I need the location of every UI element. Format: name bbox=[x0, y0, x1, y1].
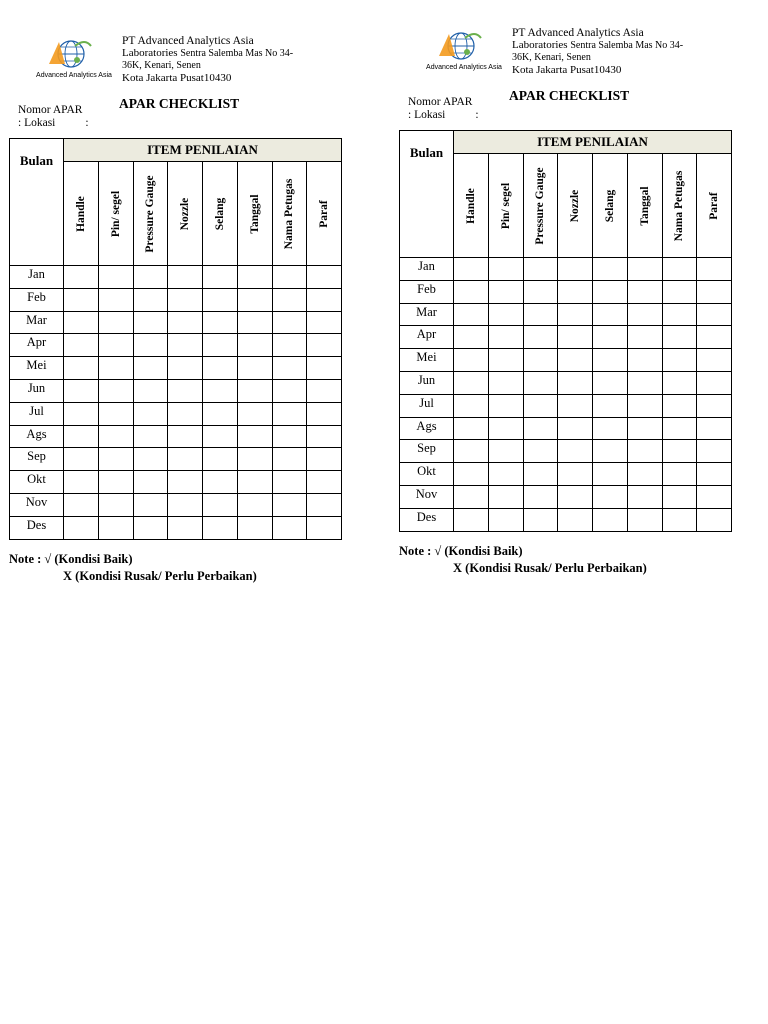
form-title: APAR CHECKLIST bbox=[119, 96, 240, 111]
checklist-card-right bbox=[399, 22, 734, 575]
checklist-cell[interactable] bbox=[133, 425, 168, 448]
logo-wordmark: Advanced Analytics Asia bbox=[36, 72, 112, 79]
checklist-cell[interactable] bbox=[627, 371, 662, 394]
checklist-cell[interactable] bbox=[523, 303, 558, 326]
checklist-cell[interactable] bbox=[133, 402, 168, 425]
month-label: Jun bbox=[400, 371, 454, 394]
checklist-cell[interactable] bbox=[488, 440, 523, 463]
month-label: Okt bbox=[10, 471, 64, 494]
column-header: Paraf bbox=[697, 154, 732, 258]
month-row bbox=[10, 379, 342, 402]
checklist-cell[interactable] bbox=[697, 508, 732, 531]
column-header: Nama Petugas bbox=[272, 162, 307, 266]
column-header: Nama Petugas bbox=[662, 154, 697, 258]
checklist-cell[interactable] bbox=[203, 266, 238, 289]
checklist-cell[interactable] bbox=[627, 508, 662, 531]
checklist-cell[interactable] bbox=[168, 288, 203, 311]
checklist-cell[interactable] bbox=[133, 493, 168, 516]
checklist-cell[interactable] bbox=[488, 417, 523, 440]
checklist-cell[interactable] bbox=[272, 402, 307, 425]
checklist-cell[interactable] bbox=[168, 311, 203, 334]
checklist-cell[interactable] bbox=[133, 288, 168, 311]
item-penilaian-header: ITEM PENILAIAN bbox=[64, 139, 342, 162]
checklist-cell[interactable] bbox=[237, 471, 272, 494]
checklist-cell[interactable] bbox=[168, 516, 203, 539]
checklist-cell[interactable] bbox=[168, 471, 203, 494]
month-row bbox=[400, 463, 732, 486]
form-title: APAR CHECKLIST bbox=[509, 88, 630, 103]
checklist-cell[interactable] bbox=[98, 425, 133, 448]
checklist-cell[interactable] bbox=[168, 448, 203, 471]
checklist-cell[interactable] bbox=[627, 303, 662, 326]
checklist-cell[interactable] bbox=[523, 463, 558, 486]
checklist-cell[interactable] bbox=[697, 394, 732, 417]
checklist-cell[interactable] bbox=[307, 516, 342, 539]
checklist-cell[interactable] bbox=[64, 334, 99, 357]
month-row bbox=[400, 508, 732, 531]
checklist-cell[interactable] bbox=[662, 349, 697, 372]
month-row bbox=[10, 288, 342, 311]
column-header: Handle bbox=[454, 154, 489, 258]
checklist-cell[interactable] bbox=[98, 266, 133, 289]
month-label: Des bbox=[10, 516, 64, 539]
column-header: Pin/ segel bbox=[98, 162, 133, 266]
item-penilaian-header: ITEM PENILAIAN bbox=[454, 131, 732, 154]
checklist-cell[interactable] bbox=[64, 471, 99, 494]
checklist-cell[interactable] bbox=[98, 516, 133, 539]
checklist-cell[interactable] bbox=[627, 394, 662, 417]
legend-note bbox=[9, 551, 257, 585]
legend-note bbox=[399, 543, 647, 577]
checklist-cell[interactable] bbox=[272, 357, 307, 380]
note-bad-condition: X (Kondisi Rusak/ Perlu Perbaikan) bbox=[63, 569, 257, 583]
checklist-cell[interactable] bbox=[627, 440, 662, 463]
checklist-cell[interactable] bbox=[558, 280, 593, 303]
company-logo bbox=[409, 26, 505, 72]
checklist-cell[interactable] bbox=[64, 402, 99, 425]
checklist-cell[interactable] bbox=[697, 440, 732, 463]
checklist-cell[interactable] bbox=[627, 463, 662, 486]
company-name: PT Advanced Analytics Asia bbox=[512, 27, 644, 39]
checklist-cell[interactable] bbox=[558, 417, 593, 440]
column-header: Pressure Gauge bbox=[133, 162, 168, 266]
checklist-cell[interactable] bbox=[488, 349, 523, 372]
month-label: Mei bbox=[10, 357, 64, 380]
month-label: Nov bbox=[10, 493, 64, 516]
month-label: Mar bbox=[400, 303, 454, 326]
nomor-apar-label: Nomor APAR bbox=[408, 96, 473, 108]
checklist-cell[interactable] bbox=[697, 280, 732, 303]
checklist-cell[interactable] bbox=[627, 258, 662, 281]
month-row bbox=[400, 440, 732, 463]
checklist-cell[interactable] bbox=[697, 258, 732, 281]
bulan-header: Bulan bbox=[10, 139, 64, 266]
column-header: Nozzle bbox=[558, 154, 593, 258]
checklist-cell[interactable] bbox=[488, 463, 523, 486]
checklist-cell[interactable] bbox=[98, 471, 133, 494]
checklist-cell[interactable] bbox=[454, 394, 489, 417]
checklist-cell[interactable] bbox=[272, 266, 307, 289]
checklist-cell[interactable] bbox=[203, 448, 238, 471]
month-label: Ags bbox=[400, 417, 454, 440]
checklist-cell[interactable] bbox=[488, 485, 523, 508]
checklist-cell[interactable] bbox=[558, 303, 593, 326]
checklist-cell[interactable] bbox=[662, 371, 697, 394]
checklist-cell[interactable] bbox=[558, 349, 593, 372]
column-header: Pressure Gauge bbox=[523, 154, 558, 258]
company-address-line3: Kota Jakarta Pusat10430 bbox=[512, 64, 622, 76]
month-row bbox=[10, 357, 342, 380]
checklist-cell[interactable] bbox=[237, 357, 272, 380]
checklist-cell[interactable] bbox=[697, 485, 732, 508]
checklist-cell[interactable] bbox=[662, 417, 697, 440]
checklist-cell[interactable] bbox=[454, 508, 489, 531]
month-row bbox=[400, 349, 732, 372]
checklist-cell[interactable] bbox=[237, 311, 272, 334]
company-address-line1: Laboratories Sentra Salemba Mas No 34- bbox=[122, 47, 294, 59]
checklist-cell[interactable] bbox=[454, 417, 489, 440]
checklist-cell[interactable] bbox=[203, 357, 238, 380]
checklist-cell[interactable] bbox=[237, 379, 272, 402]
checklist-cell[interactable] bbox=[203, 379, 238, 402]
company-info bbox=[122, 35, 293, 84]
checklist-cell[interactable] bbox=[133, 311, 168, 334]
column-header: Tanggal bbox=[627, 154, 662, 258]
checklist-cell[interactable] bbox=[272, 334, 307, 357]
checklist-cell[interactable] bbox=[454, 280, 489, 303]
checklist-cell[interactable] bbox=[307, 379, 342, 402]
checklist-cell[interactable] bbox=[237, 402, 272, 425]
nomor-apar-label: Nomor APAR bbox=[18, 104, 83, 116]
lokasi-label: : Lokasi : bbox=[18, 117, 89, 129]
checklist-cell[interactable] bbox=[523, 508, 558, 531]
checklist-cell[interactable] bbox=[307, 493, 342, 516]
column-header: Paraf bbox=[307, 162, 342, 266]
month-label: Jul bbox=[400, 394, 454, 417]
checklist-cell[interactable] bbox=[64, 425, 99, 448]
month-row bbox=[10, 493, 342, 516]
checklist-cell[interactable] bbox=[488, 326, 523, 349]
logo-wordmark: Advanced Analytics Asia bbox=[426, 64, 502, 71]
checklist-cell[interactable] bbox=[237, 288, 272, 311]
checklist-cell[interactable] bbox=[307, 357, 342, 380]
checklist-cell[interactable] bbox=[627, 326, 662, 349]
checklist-cell[interactable] bbox=[662, 303, 697, 326]
checklist-cell[interactable] bbox=[697, 326, 732, 349]
checklist-cell[interactable] bbox=[98, 493, 133, 516]
checklist-cell[interactable] bbox=[454, 485, 489, 508]
checklist-cell[interactable] bbox=[697, 417, 732, 440]
company-info bbox=[512, 27, 683, 76]
month-row bbox=[400, 303, 732, 326]
checklist-cell[interactable] bbox=[627, 280, 662, 303]
month-row bbox=[10, 448, 342, 471]
checklist-cell[interactable] bbox=[558, 371, 593, 394]
checklist-cell[interactable] bbox=[488, 508, 523, 531]
checklist-cell[interactable] bbox=[98, 311, 133, 334]
month-row bbox=[400, 417, 732, 440]
card-header bbox=[9, 30, 344, 100]
column-header: Handle bbox=[64, 162, 99, 266]
checklist-cell[interactable] bbox=[488, 371, 523, 394]
checklist-cell[interactable] bbox=[523, 394, 558, 417]
month-label: Jun bbox=[10, 379, 64, 402]
checklist-cell[interactable] bbox=[454, 440, 489, 463]
checklist-cell[interactable] bbox=[558, 508, 593, 531]
checklist-cell[interactable] bbox=[662, 463, 697, 486]
checklist-cell[interactable] bbox=[627, 417, 662, 440]
company-address-line2: 36K, Kenari, Senen bbox=[122, 60, 201, 71]
checklist-cell[interactable] bbox=[523, 280, 558, 303]
note-good-condition: Note : √ (Kondisi Baik) bbox=[9, 552, 133, 566]
checklist-cell[interactable] bbox=[307, 311, 342, 334]
checklist-card-left bbox=[9, 30, 344, 583]
checklist-cell[interactable] bbox=[627, 349, 662, 372]
month-row bbox=[400, 258, 732, 281]
checklist-cell[interactable] bbox=[523, 371, 558, 394]
checklist-cell[interactable] bbox=[237, 516, 272, 539]
checklist-cell[interactable] bbox=[558, 394, 593, 417]
month-label: Mei bbox=[400, 349, 454, 372]
checklist-cell[interactable] bbox=[64, 288, 99, 311]
checklist-cell[interactable] bbox=[662, 394, 697, 417]
month-label: Apr bbox=[10, 334, 64, 357]
checklist-cell[interactable] bbox=[272, 425, 307, 448]
checklist-cell[interactable] bbox=[697, 463, 732, 486]
checklist-cell[interactable] bbox=[307, 448, 342, 471]
checklist-cell[interactable] bbox=[307, 425, 342, 448]
checklist-cell[interactable] bbox=[558, 440, 593, 463]
month-label: Sep bbox=[400, 440, 454, 463]
month-row bbox=[400, 326, 732, 349]
checklist-cell[interactable] bbox=[697, 303, 732, 326]
checklist-cell[interactable] bbox=[64, 448, 99, 471]
checklist-cell[interactable] bbox=[203, 311, 238, 334]
month-row bbox=[10, 334, 342, 357]
company-address-line2: 36K, Kenari, Senen bbox=[512, 52, 591, 63]
checklist-cell[interactable] bbox=[523, 349, 558, 372]
checklist-cell[interactable] bbox=[454, 371, 489, 394]
checklist-cell[interactable] bbox=[64, 516, 99, 539]
checklist-cell[interactable] bbox=[593, 280, 628, 303]
month-row bbox=[10, 266, 342, 289]
checklist-cell[interactable] bbox=[488, 280, 523, 303]
checklist-table bbox=[9, 138, 342, 540]
checklist-cell[interactable] bbox=[697, 371, 732, 394]
checklist-cell[interactable] bbox=[307, 334, 342, 357]
checklist-cell[interactable] bbox=[168, 266, 203, 289]
checklist-cell[interactable] bbox=[64, 357, 99, 380]
lokasi-label: : Lokasi : bbox=[408, 109, 479, 121]
checklist-cell[interactable] bbox=[133, 379, 168, 402]
checklist-cell[interactable] bbox=[133, 266, 168, 289]
month-row bbox=[400, 371, 732, 394]
month-label: Sep bbox=[10, 448, 64, 471]
month-label: Apr bbox=[400, 326, 454, 349]
month-row bbox=[10, 311, 342, 334]
checklist-cell[interactable] bbox=[523, 417, 558, 440]
month-label: Mar bbox=[10, 311, 64, 334]
checklist-cell[interactable] bbox=[203, 471, 238, 494]
company-logo bbox=[19, 34, 115, 80]
month-label: Feb bbox=[10, 288, 64, 311]
checklist-cell[interactable] bbox=[98, 288, 133, 311]
checklist-cell[interactable] bbox=[237, 425, 272, 448]
checklist-cell[interactable] bbox=[168, 493, 203, 516]
checklist-cell[interactable] bbox=[662, 258, 697, 281]
month-label: Jul bbox=[10, 402, 64, 425]
checklist-cell[interactable] bbox=[98, 334, 133, 357]
month-label: Ags bbox=[10, 425, 64, 448]
checklist-table bbox=[399, 130, 732, 532]
checklist-cell[interactable] bbox=[454, 303, 489, 326]
note-bad-condition: X (Kondisi Rusak/ Perlu Perbaikan) bbox=[453, 561, 647, 575]
company-address-line1: Laboratories Sentra Salemba Mas No 34- bbox=[512, 39, 684, 51]
checklist-cell[interactable] bbox=[237, 266, 272, 289]
checklist-cell[interactable] bbox=[98, 357, 133, 380]
column-header: Pin/ segel bbox=[488, 154, 523, 258]
checklist-cell[interactable] bbox=[203, 334, 238, 357]
globe-logo-icon bbox=[409, 26, 505, 66]
month-label: Jan bbox=[400, 258, 454, 281]
checklist-cell[interactable] bbox=[593, 394, 628, 417]
month-label: Nov bbox=[400, 485, 454, 508]
checklist-cell[interactable] bbox=[64, 493, 99, 516]
checklist-cell[interactable] bbox=[662, 440, 697, 463]
checklist-cell[interactable] bbox=[593, 417, 628, 440]
checklist-cell[interactable] bbox=[307, 288, 342, 311]
month-row bbox=[400, 280, 732, 303]
checklist-cell[interactable] bbox=[272, 379, 307, 402]
checklist-cell[interactable] bbox=[272, 471, 307, 494]
checklist-cell[interactable] bbox=[558, 326, 593, 349]
checklist-cell[interactable] bbox=[558, 258, 593, 281]
month-label: Feb bbox=[400, 280, 454, 303]
month-label: Des bbox=[400, 508, 454, 531]
checklist-cell[interactable] bbox=[593, 508, 628, 531]
checklist-cell[interactable] bbox=[307, 471, 342, 494]
checklist-cell[interactable] bbox=[237, 448, 272, 471]
column-header: Selang bbox=[593, 154, 628, 258]
checklist-cell[interactable] bbox=[662, 485, 697, 508]
checklist-cell[interactable] bbox=[133, 471, 168, 494]
checklist-cell[interactable] bbox=[454, 326, 489, 349]
month-row bbox=[10, 471, 342, 494]
checklist-cell[interactable] bbox=[454, 349, 489, 372]
month-row bbox=[10, 516, 342, 539]
checklist-cell[interactable] bbox=[133, 357, 168, 380]
checklist-cell[interactable] bbox=[203, 402, 238, 425]
checklist-cell[interactable] bbox=[203, 425, 238, 448]
checklist-cell[interactable] bbox=[488, 303, 523, 326]
checklist-cell[interactable] bbox=[64, 311, 99, 334]
note-good-condition: Note : √ (Kondisi Baik) bbox=[399, 544, 523, 558]
company-address-line3: Kota Jakarta Pusat10430 bbox=[122, 72, 232, 84]
checklist-cell[interactable] bbox=[98, 379, 133, 402]
apar-info bbox=[18, 104, 89, 130]
checklist-cell[interactable] bbox=[454, 463, 489, 486]
checklist-cell[interactable] bbox=[168, 334, 203, 357]
month-row bbox=[400, 394, 732, 417]
checklist-cell[interactable] bbox=[593, 258, 628, 281]
checklist-cell[interactable] bbox=[64, 379, 99, 402]
checklist-cell[interactable] bbox=[593, 440, 628, 463]
checklist-cell[interactable] bbox=[133, 448, 168, 471]
checklist-cell[interactable] bbox=[203, 288, 238, 311]
checklist-cell[interactable] bbox=[523, 258, 558, 281]
checklist-cell[interactable] bbox=[272, 516, 307, 539]
checklist-cell[interactable] bbox=[523, 326, 558, 349]
month-row bbox=[400, 485, 732, 508]
checklist-cell[interactable] bbox=[64, 266, 99, 289]
checklist-cell[interactable] bbox=[203, 493, 238, 516]
checklist-cell[interactable] bbox=[237, 493, 272, 516]
checklist-cell[interactable] bbox=[593, 485, 628, 508]
checklist-cell[interactable] bbox=[662, 280, 697, 303]
card-header bbox=[399, 22, 734, 92]
checklist-cell[interactable] bbox=[168, 379, 203, 402]
checklist-cell[interactable] bbox=[98, 448, 133, 471]
globe-logo-icon bbox=[19, 34, 115, 74]
checklist-cell[interactable] bbox=[523, 485, 558, 508]
checklist-cell[interactable] bbox=[272, 493, 307, 516]
checklist-cell[interactable] bbox=[488, 258, 523, 281]
month-label: Jan bbox=[10, 266, 64, 289]
checklist-cell[interactable] bbox=[488, 394, 523, 417]
checklist-cell[interactable] bbox=[168, 425, 203, 448]
checklist-cell[interactable] bbox=[98, 402, 133, 425]
bulan-header: Bulan bbox=[400, 131, 454, 258]
checklist-cell[interactable] bbox=[307, 402, 342, 425]
checklist-cell[interactable] bbox=[203, 516, 238, 539]
checklist-cell[interactable] bbox=[593, 463, 628, 486]
checklist-cell[interactable] bbox=[454, 258, 489, 281]
checklist-cell[interactable] bbox=[662, 326, 697, 349]
checklist-cell[interactable] bbox=[133, 516, 168, 539]
column-header: Tanggal bbox=[237, 162, 272, 266]
checklist-cell[interactable] bbox=[272, 448, 307, 471]
column-header: Nozzle bbox=[168, 162, 203, 266]
checklist-cell[interactable] bbox=[558, 485, 593, 508]
checklist-cell[interactable] bbox=[593, 326, 628, 349]
checklist-cell[interactable] bbox=[593, 371, 628, 394]
checklist-cell[interactable] bbox=[133, 334, 168, 357]
company-name: PT Advanced Analytics Asia bbox=[122, 35, 254, 47]
checklist-cell[interactable] bbox=[697, 349, 732, 372]
column-header: Selang bbox=[203, 162, 238, 266]
checklist-cell[interactable] bbox=[523, 440, 558, 463]
checklist-cell[interactable] bbox=[168, 357, 203, 380]
checklist-cell[interactable] bbox=[593, 303, 628, 326]
apar-info bbox=[408, 96, 479, 122]
checklist-cell[interactable] bbox=[272, 288, 307, 311]
checklist-cell[interactable] bbox=[627, 485, 662, 508]
month-label: Okt bbox=[400, 463, 454, 486]
checklist-cell[interactable] bbox=[558, 463, 593, 486]
checklist-cell[interactable] bbox=[593, 349, 628, 372]
month-row bbox=[10, 425, 342, 448]
checklist-cell[interactable] bbox=[272, 311, 307, 334]
month-row bbox=[10, 402, 342, 425]
checklist-cell[interactable] bbox=[662, 508, 697, 531]
checklist-cell[interactable] bbox=[307, 266, 342, 289]
checklist-cell[interactable] bbox=[237, 334, 272, 357]
checklist-cell[interactable] bbox=[168, 402, 203, 425]
